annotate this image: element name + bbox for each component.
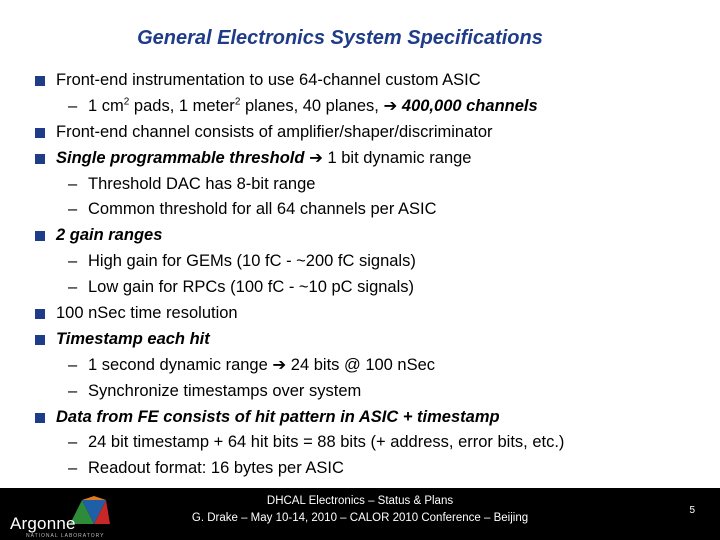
bullet-item: Data from FE consists of hit pattern in ASIC + timestamp (34, 405, 704, 431)
dash-bullet: – (68, 96, 78, 115)
bullet-item: Timestamp each hit (34, 327, 704, 353)
footer-line-2: G. Drake – May 10-14, 2010 – CALOR 2010 Conference – Beijing (191, 512, 529, 524)
right-arrow-icon: ➔ (272, 355, 287, 374)
dash-bullet: – (68, 200, 78, 219)
sub-bullet-item: – Common threshold for all 64 channels per ASIC (34, 197, 704, 223)
dash-bullet: – (68, 278, 78, 297)
sub-bullet-item: – 24 bit timestamp + 64 hit bits = 88 bits (+ address, error bits, etc.) (34, 430, 704, 456)
dash-bullet: – (68, 433, 78, 452)
square-bullet-icon (35, 154, 45, 164)
right-arrow-icon: ➔ (309, 148, 323, 167)
sub-bullet-item: – 1 $cm^2$ pads, 1 meter$^2$ planes, 40 planes, ➔ 400,000 channels (34, 94, 704, 120)
footer-caption (150, 493, 570, 527)
bullet-list (34, 68, 704, 482)
dash-bullet: – (68, 381, 78, 400)
dash-bullet: – (68, 355, 78, 374)
slide-title: General Electronics System Specifications (137, 27, 543, 49)
square-bullet-icon (35, 128, 45, 138)
bullet-item: 2 gain ranges (34, 223, 704, 249)
bullet-item: Front-end instrumentation to use 64-channel custom ASIC (34, 68, 704, 94)
sub-bullet-item: – High gain for GEMs (10 fC - ~200 fC signals) (34, 249, 704, 275)
bullet-item: Single programmable threshold ➔ 1 bit dynamic range (34, 146, 704, 172)
footer-line-1: DHCAL Electronics – Status & Plans (266, 495, 454, 507)
dash-bullet: – (68, 459, 78, 478)
logo-wordmark: Argonne (10, 514, 76, 533)
sub-bullet-item: – Threshold DAC has 8-bit range (34, 172, 704, 198)
square-bullet-icon (35, 76, 45, 86)
right-arrow-icon: ➔ (383, 96, 398, 115)
dash-bullet: – (68, 174, 78, 193)
sub-bullet-item: – 1 second dynamic range ➔ 24 bits @ 100 nSec (34, 353, 704, 379)
bullet-item: Front-end channel consists of amplifier/shaper/discriminator (34, 120, 704, 146)
page-number: 5 (689, 505, 695, 516)
square-bullet-icon (35, 413, 45, 423)
argonne-logo (6, 494, 116, 539)
square-bullet-icon (35, 231, 45, 241)
dash-bullet: – (68, 252, 78, 271)
logo-subtitle: NATIONAL LABORATORY (26, 533, 105, 539)
bullet-item: 100 nSec time resolution (34, 301, 704, 327)
square-bullet-icon (35, 309, 45, 319)
footer-bar (0, 488, 720, 540)
sub-bullet-item: – Low gain for RPCs (100 fC - ~10 pC signals) (34, 275, 704, 301)
sub-bullet-item: – Readout format: 16 bytes per ASIC (34, 456, 704, 482)
sub-bullet-item: – Synchronize timestamps over system (34, 379, 704, 405)
square-bullet-icon (35, 335, 45, 345)
